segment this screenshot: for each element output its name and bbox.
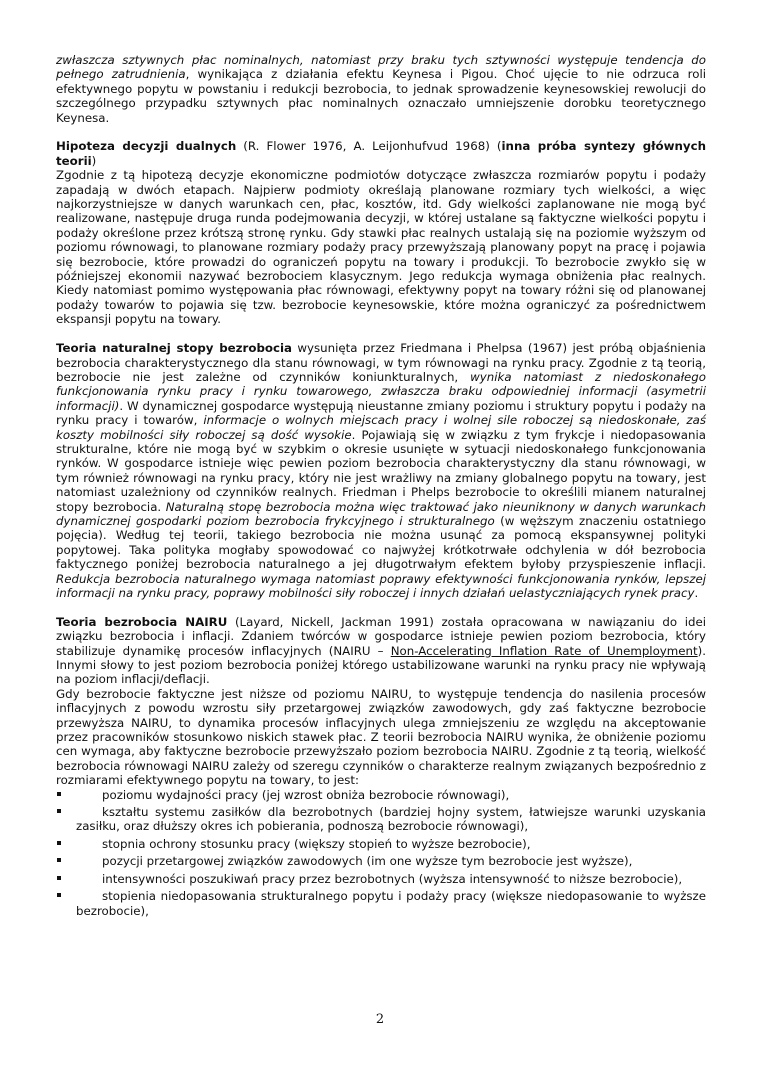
bullet-icon: [57, 841, 61, 845]
list-item: [56, 837, 706, 851]
text-run: ): [91, 153, 97, 168]
document-page: [56, 53, 706, 921]
paragraph-nairu-body: Gdy bezrobocie faktyczne jest niższe od poziomu NAIRU, to występuje tendencja do nasilenia procesów inflacyjnych z powodu wzrostu siły przetargowej związków zawodowych, gdy zaś faktyczne bezrobocie przewyższa NAIRU, to dynamika procesów inflacyjnych ulega zmniejszeniu ze względu na akceptowanie przez pracowników stosunkowo niskich stawek płac. Z teorii bezrobocia NAIRU wynika, że obniżenie poziomu cen wymaga, aby faktyczne bezrobocie przewyższało poziom bezrobocia NAIRU. Zgodnie z tą teorią, wielkość bezrobocia równowagi NAIRU zależy od szeregu czynników o charakterze realnym związanych bezpośrednio z rozmiarami efektywnego popytu na towary, to jest:: [56, 686, 706, 788]
text-run: (Layard, Nickell, Jackman 1991) została opracowana w nawiązaniu do idei związku bezrobocia i inflacji. Zdaniem twórców w gospodarce istnieje pewien poziom bezrobocia, który stabilizuje dynamikę procesów inflacyjnych (NAIRU –: [56, 614, 706, 658]
paragraph-natural-rate-theory: [56, 341, 706, 600]
list-item-text: stopienia niedopasowania strukturalnego popytu i podaży pracy (większe niedopasowanie to wyższe bezrobocie),: [76, 889, 706, 918]
italic-phrase: zwłaszcza sztywnych płac nominalnych, natomiast przy braku tych sztywności występuje tendencja do pełnego zatrudnienia: [56, 53, 706, 82]
text-run: wysunięta przez Friedmana i Phelpsa (1967) jest próbą objaśnienia bezrobocia charakterystycznego dla stanu równowagi, w tym równowagi na rynku pracy. Zgodnie z tą teorią, bezrobocie nie jest zależne od czynników koniunkturalnych,: [56, 341, 706, 384]
nairu-definition-link: Non-Accelerating Inflation Rate of Unemployment: [390, 643, 698, 658]
paragraph-dual-decision-body: Zgodnie z tą hipotezą decyzje ekonomiczne podmiotów dotyczące zwłaszcza rozmiarów popytu i podaży zapadają w dwóch etapach. Najpierw podmioty określają planowane rozmiary tych wielkości, a więc najkorzystniejsze w danych warunkach cen, płac, kosztów, itd. Gdy wielkości zaplanowane nie mogą być realizowane, następuje druga runda podejmowania decyzji, w której ustalane są faktyczne wielkości popytu i podaży określone przez krótszą stronę rynku. Gdy stawki płac realnych ustalają się na poziomie wyższym od poziomu równowagi, to planowane rozmiary podaży pracy przewyższają planowany popyt na pracę i pojawia się bezrobocie, które prowadzi do ograniczeń popytu na towary i produkcji. To bezrobocie zwykło się w późniejszej ekonomii nazywać bezrobociem klasycznym. Jego redukcja wymaga obniżenia płac realnych. Kiedy natomiast pomimo występowania płac równowagi, efektywny popyt na towary różni się od planowanej podaży towarów to pojawia się tzw. bezrobocie keynesowskie, które można ograniczyć za pośrednictwem ekspansji popytu na towary.: [56, 168, 706, 327]
text-run: ). Innymi słowy to jest poziom bezrobocia poniżej którego ustabilizowane warunki na rynku pracy nie wpływają na poziom inflacji/deflacji.: [56, 643, 706, 687]
section-title: Teoria naturalnej stopy bezrobocia: [56, 341, 292, 356]
italic-phrase: wynika natomiast z niedoskonałego funkcjonowania rynku pracy i rynku towarowego, zwłaszcza braku odpowiedniej informacji (asymetrii informacji): [56, 369, 706, 413]
list-item: [56, 788, 706, 802]
italic-phrase: informacje o wolnych miejscach pracy i wolnej sile roboczej są niedoskonałe, zaś koszty mobilności siły roboczej są dość wysokie: [56, 413, 706, 442]
bullet-icon: [57, 876, 61, 880]
text-run: .: [694, 586, 699, 600]
italic-phrase: Naturalną stopę bezrobocia można więc traktować jako nieuniknony w danych warunkach dynamicznej gospodarki poziom bezrobocia frykcyjnego i strukturalnego: [56, 499, 706, 528]
bullet-icon: [57, 858, 61, 862]
text-run: (w węższym znaczeniu ostatniego pojęcia). Według tej teorii, takiego bezrobocia nie można usunąć za pomocą ekspansywnej polityki popytowej. Taka polityka mogłaby spowodować co najwyżej krótkotrwałe odchylenia w dół bezrobocia faktycznego poniżej bezrobocia naturalnego a jej długotrwałym efektem byłoby przyspieszenie inflacji.: [56, 513, 706, 572]
list-item-text: stopnia ochrony stosunku pracy (większy stopień to wyższe bezrobocie),: [102, 836, 531, 851]
list-item-text: pozycji przetargowej związków zawodowych (im one wyższe tym bezrobocie jest wyższe),: [102, 854, 633, 869]
section-subtitle: inna próba syntezy głównych teorii: [56, 139, 706, 168]
list-item: [56, 889, 706, 918]
page-number: 2: [375, 1012, 385, 1027]
list-item-text: poziomu wydajności pracy (jej wzrost obniża bezrobocie równowagi),: [102, 787, 510, 802]
bullet-icon: [57, 792, 61, 796]
paragraph-nairu-theory: [56, 615, 706, 687]
list-item-text: kształtu systemu zasiłków dla bezrobotnych (bardziej hojny system, łatwiejsze warunki uzyskania zasiłku, oraz dłuższy okres ich pobierania, podnoszą bezrobocie równowagi),: [76, 805, 706, 834]
text-run: . W dynamicznej gospodarce występują nieustanne zmiany poziomu i struktury popytu i podaży na rynku pracy i towarów,: [56, 398, 706, 428]
bullet-icon: [57, 809, 61, 813]
list-item: [56, 854, 706, 868]
paragraph-keynes-critique: [56, 53, 706, 125]
list-item-text: intensywności poszukiwań pracy przez bezrobotnych (wyższa intensywność to niższe bezrobocie),: [102, 871, 683, 886]
text-run: , wynikająca z działania efektu Keynesa i Pigou. Choć ujęcie to nie odrzuca roli efektywnego popytu w powstaniu i redukcji bezrobocia, to jednak sprowadzenie keynesowskiej rewolucji do szczególnego przypadku sztywnych płac nominalnych oznaczało umniejszenie dorobku teoretycznego Keynesa.: [56, 67, 707, 125]
text-run: (R. Flower 1976, A. Leijonhufvud 1968) (: [236, 139, 502, 154]
italic-phrase: Redukcja bezrobocia naturalnego wymaga natomiast poprawy efektywności funkcjonowania rynków, lepszej informacji na rynku pracy, poprawy mobilności siły roboczej i innych działań uelastyczniających rynek pracy: [56, 571, 706, 600]
list-item: [56, 805, 706, 834]
heading-dual-decision-hypothesis: [56, 139, 706, 168]
section-title: Teoria bezrobocia NAIRU: [56, 614, 228, 629]
text-run: . Pojawiają się w związku z tym frykcje i niedopasowania strukturalne, które nie mogą być w szybkim o okresie usunięte w sytuacji niedoskonałego funkcjonowania rynków. W gospodarce istnieje więc pewien poziom bezrobocia charakterystyczny dla stanu równowagi, w tym również równowagi na rynku pracy, który nie jest wrażliwy na zmiany globalnego popytu na towary, jest natomiast uzależniony od czynników realnych. Friedman i Phelps bezrobocie to określili mianem naturalnej stopy bezrobocia.: [56, 427, 706, 514]
bullet-icon: [57, 893, 61, 897]
list-item: [56, 872, 706, 886]
nairu-factors-list: [56, 788, 706, 918]
section-title: Hipoteza decyzji dualnych: [56, 139, 237, 154]
